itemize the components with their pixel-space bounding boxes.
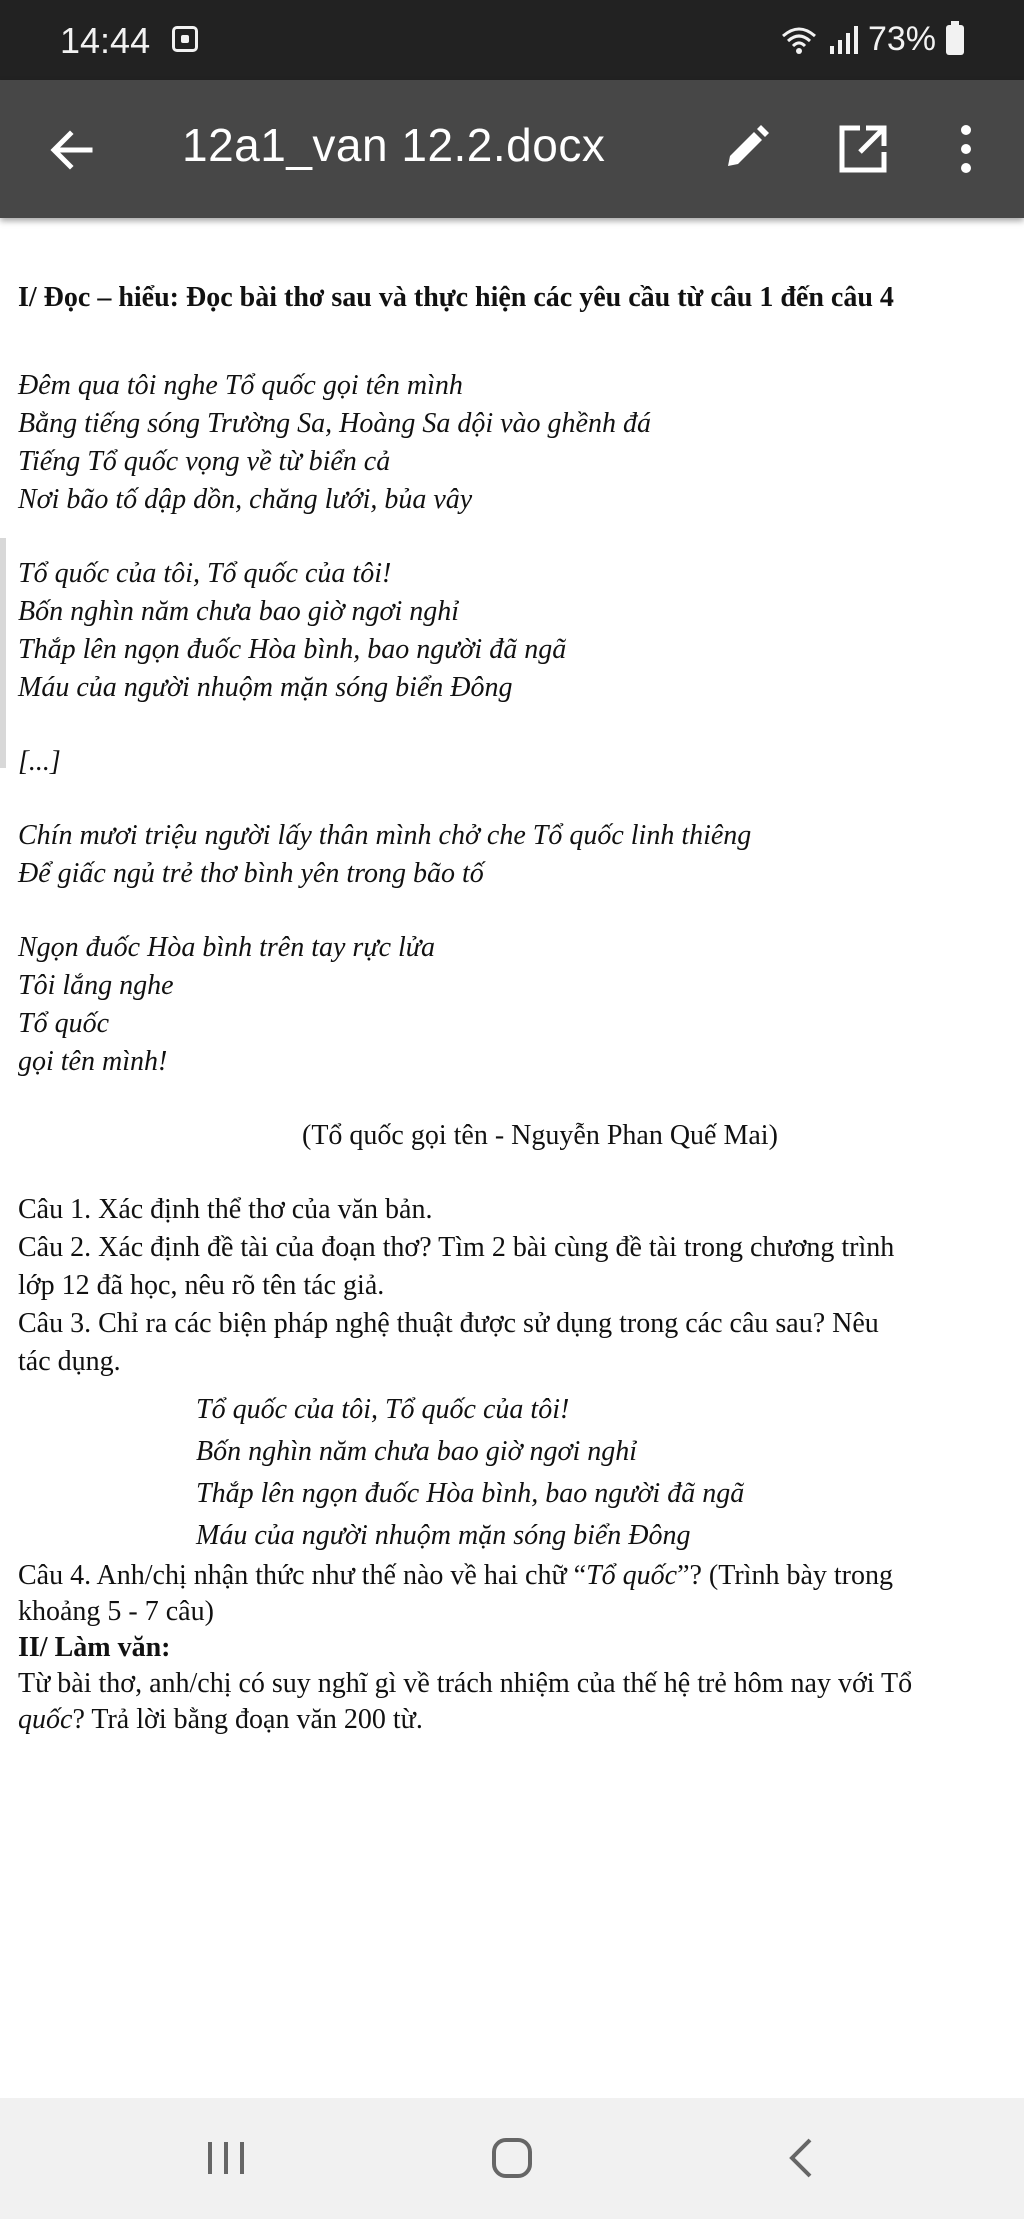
- notification-icon: [172, 26, 198, 52]
- recent-apps-icon[interactable]: [202, 2136, 250, 2180]
- home-icon[interactable]: [490, 2136, 534, 2180]
- app-bar: [0, 80, 1024, 218]
- poem-line: Nơi bão tố dập dồn, chăng lưới, bủa vây: [18, 484, 473, 515]
- status-time: 14:44: [60, 20, 151, 61]
- heading-reading: I/ Đọc – hiểu: Đọc bài thơ sau và thực hiện các yêu cầu từ câu 1 đến câu 4: [18, 282, 894, 313]
- poem-line: Đêm qua tôi nghe Tổ quốc gọi tên mình: [18, 370, 463, 401]
- back-arrow-icon[interactable]: [44, 122, 100, 178]
- wifi-icon: [780, 25, 818, 55]
- poem-line: Ngọn đuốc Hòa bình trên tay rực lửa: [18, 932, 436, 963]
- more-vert-icon[interactable]: [946, 120, 986, 178]
- poem-source: (Tổ quốc gọi tên - Nguyễn Phan Quế Mai): [302, 1120, 778, 1151]
- poem-line: Thắp lên ngọn đuốc Hòa bình, bao người đã ngã: [18, 634, 567, 665]
- open-external-icon[interactable]: [836, 122, 890, 176]
- poem-line: Máu của người nhuộm mặn sóng biển Đông: [18, 672, 513, 703]
- system-nav-bar: [0, 2098, 1024, 2219]
- question-1: Câu 1. Xác định thể thơ của văn bản.: [18, 1194, 433, 1225]
- poem-line: Tôi lắng nghe: [18, 970, 174, 1001]
- document-page[interactable]: [0, 218, 1024, 2098]
- battery-icon: [946, 25, 964, 55]
- question-3: Câu 3. Chỉ ra các biện pháp nghệ thuật được sử dụng trong các câu sau? Nêu: [18, 1308, 879, 1339]
- quoted-line: Bốn nghìn năm chưa bao giờ ngơi nghỉ: [196, 1436, 638, 1467]
- quoted-line: Tổ quốc của tôi, Tổ quốc của tôi!: [196, 1394, 570, 1425]
- status-indicators: [780, 20, 964, 59]
- poem-line: Tiếng Tổ quốc vọng về từ biển cả: [18, 446, 391, 477]
- poem-line: gọi tên mình!: [18, 1046, 168, 1077]
- poem-line: Tổ quốc: [18, 1008, 109, 1039]
- quoted-line: Máu của người nhuộm mặn sóng biển Đông: [196, 1520, 691, 1551]
- quoted-line: Thắp lên ngọn đuốc Hòa bình, bao người đã ngã: [196, 1478, 745, 1509]
- essay-suffix: ? Trả lời bằng đoạn văn 200 từ.: [72, 1704, 423, 1735]
- question-2-cont: lớp 12 đã học, nêu rõ tên tác giả.: [18, 1270, 385, 1301]
- question-3-cont: tác dụng.: [18, 1346, 121, 1377]
- question-2: Câu 2. Xác định đề tài của đoạn thơ? Tìm 2 bài cùng đề tài trong chương trình: [18, 1232, 895, 1263]
- essay-prompt-cont: [18, 1702, 423, 1738]
- poem-line: Để giấc ngủ trẻ thơ bình yên trong bão tố: [18, 858, 484, 889]
- scroll-indicator[interactable]: [0, 538, 6, 768]
- question-4-prefix: Câu 4. Anh/chị nhận thức như thế nào về hai chữ “: [18, 1560, 587, 1591]
- poem-line: Bốn nghìn năm chưa bao giờ ngơi nghỉ: [18, 596, 460, 627]
- question-4-suffix: ”? (Trình bày trong: [677, 1560, 893, 1591]
- status-bar: [0, 0, 1024, 80]
- essay-emphasis: quốc: [18, 1704, 73, 1735]
- essay-prompt: Từ bài thơ, anh/chị có suy nghĩ gì về trách nhiệm của thế hệ trẻ hôm nay với Tổ: [18, 1668, 913, 1699]
- nav-back-icon[interactable]: [786, 2136, 816, 2180]
- poem-line: Bằng tiếng sóng Trường Sa, Hoàng Sa dội vào ghềnh đá: [18, 408, 651, 439]
- question-4-emphasis: Tổ quốc: [586, 1560, 678, 1591]
- question-4-cont: khoảng 5 - 7 câu): [18, 1596, 214, 1627]
- question-4: [18, 1558, 893, 1594]
- signal-icon: [828, 26, 858, 54]
- poem-ellipsis: [...]: [18, 746, 61, 777]
- heading-essay: II/ Làm văn:: [18, 1632, 171, 1663]
- poem-line: Tổ quốc của tôi, Tổ quốc của tôi!: [18, 558, 392, 589]
- document-title: 12a1_van 12.2.docx: [182, 119, 606, 171]
- pencil-icon[interactable]: [718, 120, 774, 176]
- poem-line: Chín mươi triệu người lấy thân mình chở che Tổ quốc linh thiêng: [18, 820, 752, 851]
- battery-percent: 73%: [867, 20, 936, 58]
